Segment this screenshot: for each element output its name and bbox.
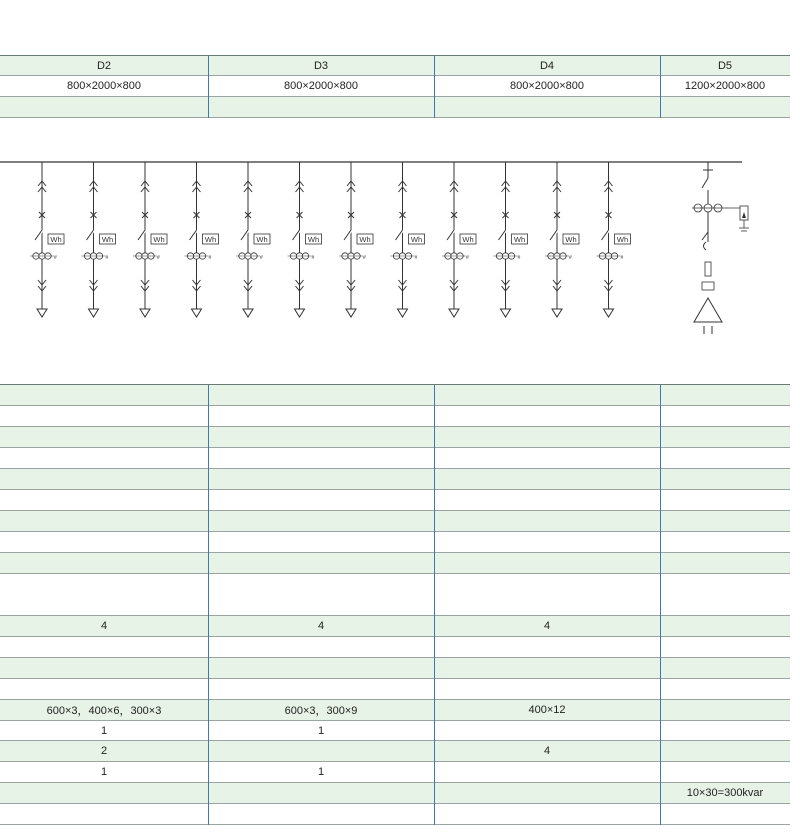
header-row-empty [0,97,790,118]
spec-cell [434,679,660,699]
column-separator [660,385,661,825]
cabinet-d5-dimensions: 1200×2000×800 [684,80,766,92]
wh-meter-label: Wh [50,235,62,244]
cable-terminal [604,309,614,317]
spec-cell [660,385,790,405]
spec-row [0,469,790,490]
spec-row [0,762,790,783]
spec-cell [208,637,434,657]
spec-cell [660,427,790,447]
ct-mark: # [260,255,263,261]
ct-mark: # [517,255,521,261]
spec-cell: 400×12 [528,704,566,716]
spec-cell: 4 [543,620,551,632]
ct-mark: # [157,255,160,261]
spec-cell: 2 [100,745,108,757]
header-empty-cell [660,97,790,117]
spec-cell [208,804,434,824]
cable-terminal [552,309,562,317]
spec-row [0,658,790,679]
spec-cell [660,637,790,657]
contactor-coil [702,282,714,290]
feeder-circuit [494,162,528,317]
wh-meter-label: Wh [513,235,526,244]
cabinet-d4-dimensions: 800×2000×800 [509,80,585,92]
spec-cell [208,427,434,447]
wh-meter-label: Wh [565,235,577,244]
feeder-circuit [339,162,373,317]
spec-cell [208,553,434,573]
feeder-circuit [82,162,116,317]
cable-terminal [501,309,511,317]
spec-row [0,427,790,448]
spec-cell [0,469,208,489]
spec-cell [660,658,790,678]
spec-cell: 4 [317,620,325,632]
spec-cell [660,511,790,531]
spec-cell [434,427,660,447]
wh-meter-label: Wh [307,235,320,244]
cable-terminal [243,309,253,317]
header-empty-cell [434,97,660,117]
spec-cell [434,762,660,782]
wh-meter-label: Wh [359,235,371,244]
spec-row [0,616,790,637]
spec-cell [660,721,790,740]
spec-row [0,721,790,741]
spec-cell: 1 [317,724,325,737]
spec-cell [208,448,434,468]
column-separator [660,56,661,118]
spec-cell [208,658,434,678]
spec-cell [0,490,208,510]
spec-cell [0,804,208,824]
spec-cell: 4 [543,745,551,757]
spec-cell [434,532,660,552]
spec-cell [0,658,208,678]
spec-cell [660,616,790,636]
spec-cell [0,553,208,573]
cable-terminal [295,309,305,317]
spec-cell [660,741,790,761]
feeder-circuit [442,162,476,317]
column-separator [434,385,435,825]
wh-meter-label: Wh [153,235,165,244]
fuse [705,262,711,276]
spec-cell [660,448,790,468]
spec-cell [434,804,660,824]
cabinet-d2-dimensions: 800×2000×800 [66,80,142,92]
single-line-diagram [0,150,790,350]
cabinet-d3-label: D3 [313,59,329,72]
feeder-circuit [288,162,322,317]
spec-row [0,490,790,511]
spec-cell [660,679,790,699]
ct-mark: # [105,255,109,261]
spec-cell [0,448,208,468]
feeder-group [30,162,631,317]
spec-row [0,804,790,825]
spec-cell: 1 [317,766,325,778]
spec-cell [0,783,208,803]
ct-mark: # [54,255,57,261]
column-separator [434,56,435,118]
spec-cell [660,469,790,489]
spec-cell: 10×30=300kvar [686,787,764,799]
wh-meter-label: Wh [204,235,217,244]
column-separator [208,56,209,118]
spec-cell [434,783,660,803]
spec-row [0,679,790,700]
feeder-circuit [236,162,270,317]
spec-cell [0,637,208,657]
spec-row [0,385,790,406]
spec-row [0,448,790,469]
cable-terminal [398,309,408,317]
spec-cell [0,385,208,405]
spec-cell [0,532,208,552]
spec-cell [660,700,790,720]
spec-cell [208,469,434,489]
ct-mark: # [414,255,418,261]
feeder-circuit [185,162,219,317]
spec-cell [0,511,208,531]
spec-cell [208,741,434,761]
spec-row [0,553,790,574]
spec-cell [660,804,790,824]
spec-row [0,637,790,658]
spec-cell [434,469,660,489]
column-separator [208,385,209,825]
spec-cell [434,406,660,426]
ct-mark: # [363,255,366,261]
header-row-title [0,56,790,76]
spec-cell [660,762,790,782]
spec-row [0,741,790,762]
wh-meter-label: Wh [410,235,423,244]
spec-cell [0,406,208,426]
spec-cell [208,532,434,552]
feeder-circuit [391,162,425,317]
spec-cell [660,553,790,573]
spec-cell [208,511,434,531]
cable-terminal [449,309,459,317]
spec-cell [0,679,208,699]
spec-row [0,700,790,721]
spec-cell [434,448,660,468]
spec-cell [208,490,434,510]
disconnect-switch [702,178,708,188]
delta-capacitor-bank [694,298,722,322]
spec-cell [208,574,434,615]
spec-cell: 600×3，400×6，300×3 [46,705,162,717]
ct-mark: # [466,255,469,261]
cable-terminal [89,309,99,317]
spec-row [0,406,790,427]
feeder-circuit [133,162,167,317]
spec-cell [0,574,208,615]
spec-cell [434,721,660,740]
load-switch [702,232,708,240]
cabinet-d4-label: D4 [539,59,555,72]
cable-terminal [346,309,356,317]
spec-cell [434,385,660,405]
spec-cell: 1 [100,724,108,737]
spec-cell [434,490,660,510]
spec-row [0,532,790,553]
capacitor-compensation-circuit [692,162,749,334]
spec-cell [434,637,660,657]
header-empty-cell [0,97,208,117]
spec-cell [208,385,434,405]
spec-cell: 4 [100,620,108,632]
spec-cell [660,490,790,510]
spec-cell [660,406,790,426]
cable-terminal [140,309,150,317]
cable-terminal [37,309,47,317]
feeder-circuit [30,162,64,317]
wh-meter-label: Wh [462,235,474,244]
feeder-circuit [545,162,579,317]
spec-cell [208,679,434,699]
spec-cell [434,658,660,678]
cable-terminal [192,309,202,317]
ct-mark: # [208,255,212,261]
ct-mark: # [569,255,572,261]
spec-row [0,511,790,532]
wh-meter-label: Wh [616,235,629,244]
wh-meter-label: Wh [101,235,114,244]
spec-cell: 1 [100,766,108,778]
cabinet-d3-dimensions: 800×2000×800 [283,80,359,92]
spec-cell [660,574,790,615]
spec-cell [0,427,208,447]
spec-cell [208,406,434,426]
ct-mark: # [620,255,624,261]
wh-meter-label: Wh [256,235,268,244]
spec-cell [660,532,790,552]
spec-cell [434,511,660,531]
spec-cell [208,783,434,803]
header-empty-cell [208,97,434,117]
spec-cell [434,553,660,573]
header-row-dimensions [0,76,790,97]
spec-cell [434,574,660,615]
spec-row [0,783,790,804]
cabinet-d2-label: D2 [96,59,112,72]
ct-mark: # [311,255,315,261]
spec-row [0,574,790,616]
feeder-circuit [597,162,631,317]
spec-cell: 600×3，300×9 [284,705,358,717]
switch-arc [704,242,707,250]
cabinet-d5-label: D5 [717,59,733,72]
